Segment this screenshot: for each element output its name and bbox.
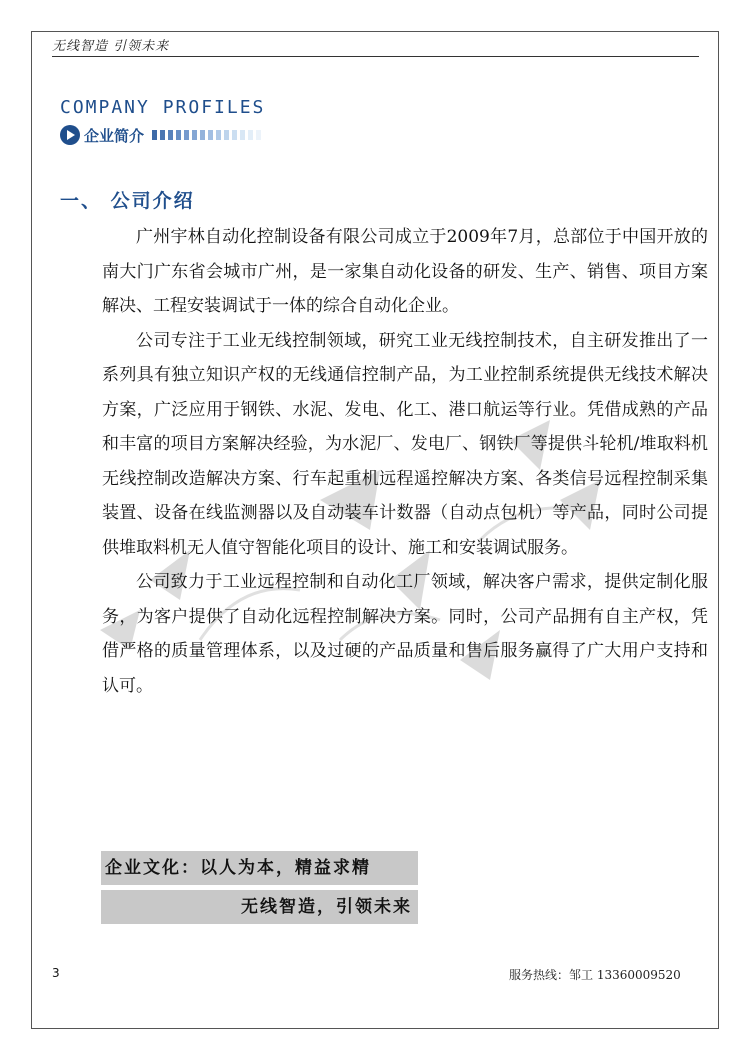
page-number: 3 xyxy=(52,966,60,980)
section-heading: 一、 公司介绍 xyxy=(60,190,195,212)
header-slogan: 无线智造 引领未来 xyxy=(52,39,170,54)
play-circle-icon xyxy=(60,125,80,145)
paragraph-3: 公司致力于工业远程控制和自动化工厂领域，解决客户需求，提供定制化服务，为客户提供了自动化远程控制解决方案。同时，公司产品拥有自主产权，凭借严格的质量管理体系，以及过硬的产品质量和售后服务赢得了广大用户支持和认可。 xyxy=(102,572,708,696)
company-intro-label xyxy=(60,123,261,147)
company-profiles-title: COMPANY PROFILES xyxy=(60,97,266,118)
service-hotline: 服务热线：邹工 13360009520 xyxy=(509,968,681,982)
culture-line-1: 企业文化：以人为本，精益求精 xyxy=(101,851,418,885)
paragraph-1: 广州宇林自动化控制设备有限公司成立于2009年7月，总部位于中国开放的南大门广东省会城市广州，是一家集自动化设备的研发、生产、销售、项目方案解决、工程安装调试于一体的综合自动化企业。 xyxy=(102,227,708,316)
paragraph-2: 公司专注于工业无线控制领域，研究工业无线控制技术，自主研发推出了一系列具有独立知识产权的无线通信控制产品，为工业控制系统提供无线技术解决方案，广泛应用于钢铁、水泥、发电、化工、港口航运等行业。凭借成熟的产品和丰富的项目方案解决经验，为水泥厂、发电厂、钢铁厂等提供斗轮机/堆取料机无线控制改造解决方案、行车起重机远程遥控解决方案、各类信号远程控制采集装置、设备在线监测器以及自动装车计数器（自动点包机）等产品，同时公司提供堆取料机无人值守智能化项目的设计、施工和安装调试服务。 xyxy=(102,330,708,558)
company-introduction-body xyxy=(102,220,708,703)
header-divider xyxy=(52,56,699,57)
decorative-dash-bar xyxy=(152,130,261,140)
culture-line-2: 无线智造，引领未来 xyxy=(101,890,418,924)
company-intro-text: 企业简介 xyxy=(84,126,145,145)
